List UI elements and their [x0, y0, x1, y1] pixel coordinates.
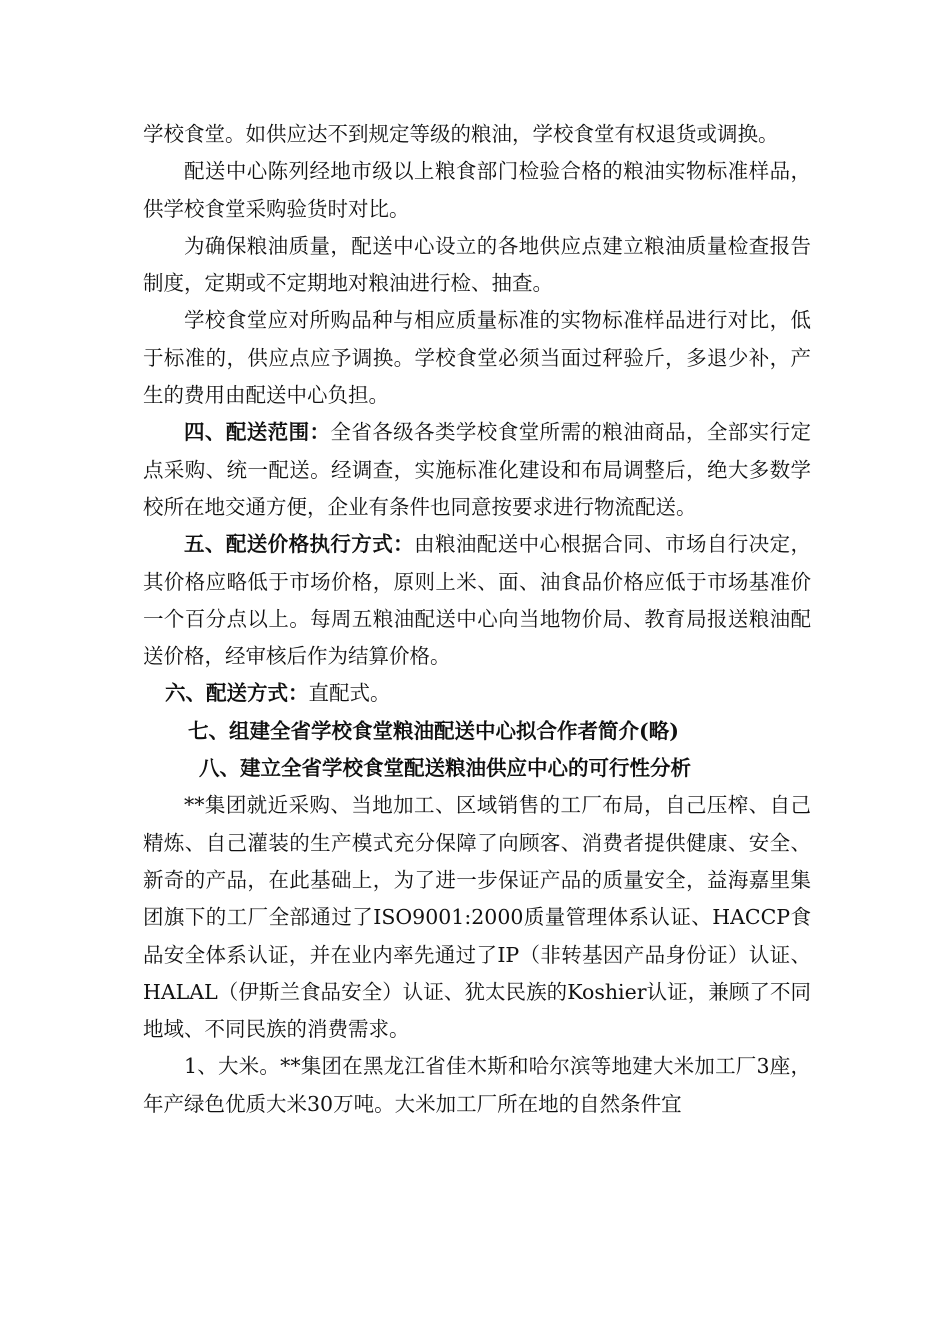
- section-6-heading: 六、配送方式：: [165, 681, 309, 706]
- paragraph-quality-inspection: 为确保粮油质量，配送中心设立的各地供应点建立粮油质量检查报告制度，定期或不定期地对粮油进行检、抽查。: [143, 233, 811, 296]
- paragraph-comparison: 学校食堂应对所购品种与相应质量标准的实物标准样品进行对比，低于标准的，供应点应予调换。学校食堂必须当面过秤验斤，多退少补，产生的费用由配送中心负担。: [143, 308, 811, 408]
- paragraph-return-policy: 学校食堂。如供应达不到规定等级的粮油，学校食堂有权退货或调换。: [143, 122, 779, 146]
- section-4-heading: 四、配送范围：: [184, 420, 331, 445]
- paragraph-rice: 1、大米。**集团在黑龙江省佳木斯和哈尔滨等地建大米加工厂3座，年产绿色优质大米30万吨。大米加工厂所在地的自然条件宜: [143, 1054, 811, 1116]
- section-6-body: 直配式。: [308, 681, 391, 706]
- section-5: [143, 526, 811, 675]
- paragraph-group-certifications: **集团就近采购、当地加工、区域销售的工厂布局，自己压榨、自己精炼、自己灌装的生产模式充分保障了向顾客、消费者提供健康、安全、新奇的产品，在此基础上，为了进一步保证产品的质量安全，益海嘉里集团旗下的工厂全部通过了ISO9001:2000质量管理体系认证、HACCP食品安全体系认证，并在业内率先通过了IP（非转基因产品身份证）认证、HALAL（伊斯兰食品安全）认证、犹太民族的Koshier认证，兼顾了不同地域、不同民族的消费需求。: [143, 793, 811, 1042]
- section-5-body: 由粮油配送中心根据合同、市场自行决定，其价格应略低于市场价格，原则上米、面、油食品价格应低于市场基准价一个百分点以上。每周五粮油配送中心向当地物价局、教育局报送粮油配送价格，经审核后作为结算价格。: [143, 532, 812, 669]
- paragraph-standard-samples: 配送中心陈列经地市级以上粮食部门检验合格的粮油实物标准样品，供学校食堂采购验货时对比。: [143, 159, 811, 221]
- section-4-body: 全省各级各类学校食堂所需的粮油商品，全部实行定点采购、统一配送。经调查，实施标准化建设和布局调整后，绝大多数学校所在地交通方便，企业有条件也同意按要求进行物流配送。: [143, 420, 812, 519]
- document-body: [143, 116, 811, 1123]
- section-8-heading: 八、建立全省学校食堂配送粮油供应中心的可行性分析: [199, 756, 691, 781]
- section-4: [143, 414, 811, 526]
- section-6: [143, 675, 811, 712]
- section-5-heading: 五、配送价格执行方式：: [184, 532, 415, 557]
- section-7-heading: 七、组建全省学校食堂粮油配送中心拟合作者简介(略): [188, 718, 679, 743]
